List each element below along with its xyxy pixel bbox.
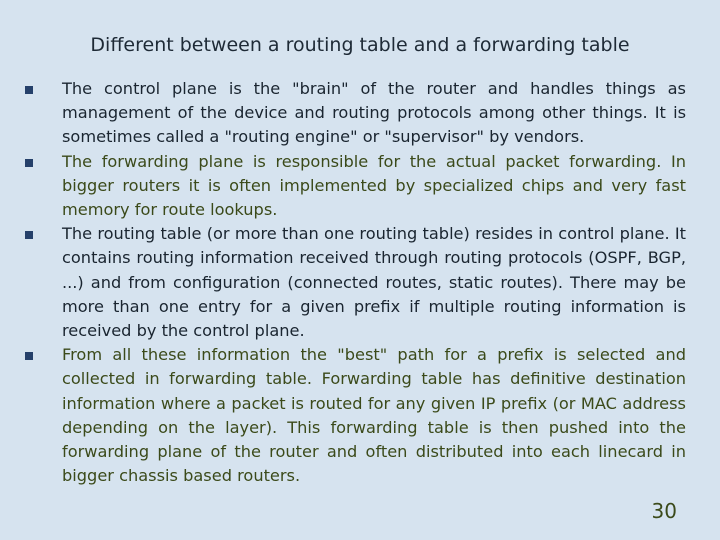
page-number: 30 bbox=[651, 499, 677, 523]
bullet-item bbox=[22, 343, 686, 488]
bullet-item bbox=[22, 150, 686, 223]
square-bullet-icon bbox=[25, 86, 33, 94]
bullet-text: The forwarding plane is responsible for the actual packet forwarding. In bigger routers it is often implemented by specialized chips and very fast memory for route lookups. bbox=[62, 151, 686, 220]
bullet-text: The routing table (or more than one routing table) resides in control plane. It contains routing information received through routing protocols (OSPF, BGP, ...) and from configuration (connected routes, static routes). There may be more than one entry for a given prefix if multiple routing information is received by the control plane. bbox=[62, 224, 686, 341]
bullet-text: The control plane is the "brain" of the router and handles things as management of the device and routing protocols among other things. It is sometimes called a "routing engine" or "supervisor" by vendors. bbox=[62, 79, 686, 147]
bullet-item bbox=[22, 222, 686, 343]
slide-title: Different between a routing table and a forwarding table bbox=[90, 34, 630, 56]
square-bullet-icon bbox=[25, 231, 33, 239]
bullet-list bbox=[22, 77, 686, 488]
square-bullet-icon bbox=[25, 352, 33, 360]
bullet-text: From all these information the "best" path for a prefix is selected and collected in forwarding table. Forwarding table has definitive destination information where a packet is routed for any given IP prefix (or MAC address depending on the layer). This forwarding table is then pushed into the forwarding plane of the router and often distributed into each linecard in bigger chassis based routers. bbox=[62, 345, 686, 486]
bullet-item bbox=[22, 77, 686, 150]
square-bullet-icon bbox=[25, 159, 33, 167]
